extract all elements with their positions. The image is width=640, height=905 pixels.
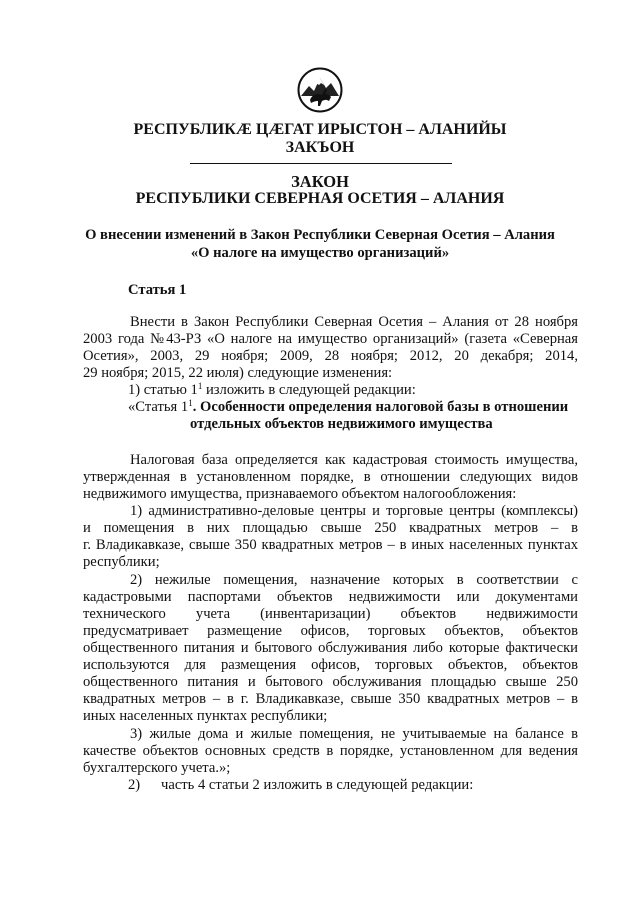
paragraph-2-line: недвижимого имущества, признаваемого объектом налогообложения:: [83, 486, 517, 502]
subitem-2-line: общественного питания и бытового обслуживания либо которые фактически: [83, 640, 578, 656]
header-divider: [190, 163, 452, 164]
paragraph-2-line: утвержденная в установленном порядке, в отношении следующих видов: [83, 469, 578, 485]
subitem-1-line: республики;: [83, 554, 160, 570]
quoted-article-title-line2: отдельных объектов недвижимого имущества: [190, 416, 493, 432]
header-republic-ossetian: РЕСПУБЛИКӔ ЦӔГАТ ИРЫСТОН – АЛАНИЙЫ: [133, 121, 507, 138]
amendment-item-1-pre: 1) статью 1: [128, 382, 198, 398]
paragraph-1-line: Осетия», 2003, 29 ноября; 2009, 28 ноября; 2012, 20 декабря; 2014,: [83, 348, 578, 364]
amendment-item-2-text: часть 4 статьи 2 изложить в следующей редакции:: [161, 777, 474, 793]
header-law-ossetian: ЗАКЪОН: [285, 139, 355, 156]
subitem-3-line: качестве объектов основных средств в порядке, установленном для ведения: [83, 743, 578, 759]
subitem-3-line: 3) жилые дома и жилые помещения, не учитываемые на балансе в: [130, 726, 578, 742]
subitem-2-line: технического учета (инвентаризации) объектов недвижимости: [83, 606, 578, 622]
amendment-item-1-post: изложить в следующей редакции:: [202, 382, 416, 398]
amendment-item-1: [128, 382, 416, 398]
superscript: 1: [197, 381, 203, 391]
subitem-2-line: кадастровыми паспортами объектов недвижимости или документами: [83, 589, 578, 605]
subitem-1-line: и помещения в них площадью свыше 250 квадратных метров – в: [83, 520, 578, 536]
paragraph-1-line: Внести в Закон Республики Северная Осетия – Алания от 28 ноября: [130, 314, 578, 330]
subitem-2-line: общественного питания и бытового обслуживания площадью свыше 250: [83, 674, 578, 690]
subitem-2-line: квадратных метров – в г. Владикавказе, свыше 350 квадратных метров – в: [83, 691, 578, 707]
law-title-line1: О внесении изменений в Закон Республики Северная Осетия – Алания: [85, 227, 555, 243]
article-heading: Статья 1: [128, 282, 187, 298]
subitem-2-line: используются для размещения офисов, торговых объектов, объектов: [83, 657, 578, 673]
header-republic-russian: РЕСПУБЛИКИ СЕВЕРНАЯ ОСЕТИЯ – АЛАНИЯ: [135, 190, 505, 207]
subitem-3-line: бухгалтерского учета.»;: [83, 760, 231, 776]
subitem-1-line: г. Владикавказе, свыше 350 квадратных метров – в иных населенных пунктах: [83, 537, 578, 553]
header-law-russian: ЗАКОН: [291, 172, 349, 191]
law-title-line2: «О налоге на имущество организаций»: [190, 245, 450, 261]
paragraph-1-line: 2003 года №43-РЗ «О налоге на имущество организаций» (газета «Северная: [83, 331, 578, 347]
quoted-article-label: «Статья 1: [128, 399, 189, 415]
paragraph-1-line: 29 ноября; 2015, 22 июля) следующие изменения:: [83, 365, 393, 381]
subitem-2-line: предусматривает размещение офисов, торговых объектов, объектов: [83, 623, 578, 639]
subitem-2-line: иных населенных пунктах республики;: [83, 708, 328, 724]
subitem-1-line: 1) административно-деловые центры и торговые центры (комплексы): [130, 503, 578, 519]
amendment-item-2-number: 2): [128, 777, 141, 793]
paragraph-2-line: Налоговая база определяется как кадастровая стоимость имущества,: [130, 452, 578, 468]
coat-of-arms-emblem: [296, 66, 344, 114]
quoted-article-title: . Особенности определения налоговой базы в отношении: [192, 399, 569, 415]
superscript: 1: [188, 398, 193, 408]
subitem-2-line: 2) нежилые помещения, назначение которых в соответствии с: [130, 572, 578, 588]
quoted-article-heading: [128, 399, 578, 415]
